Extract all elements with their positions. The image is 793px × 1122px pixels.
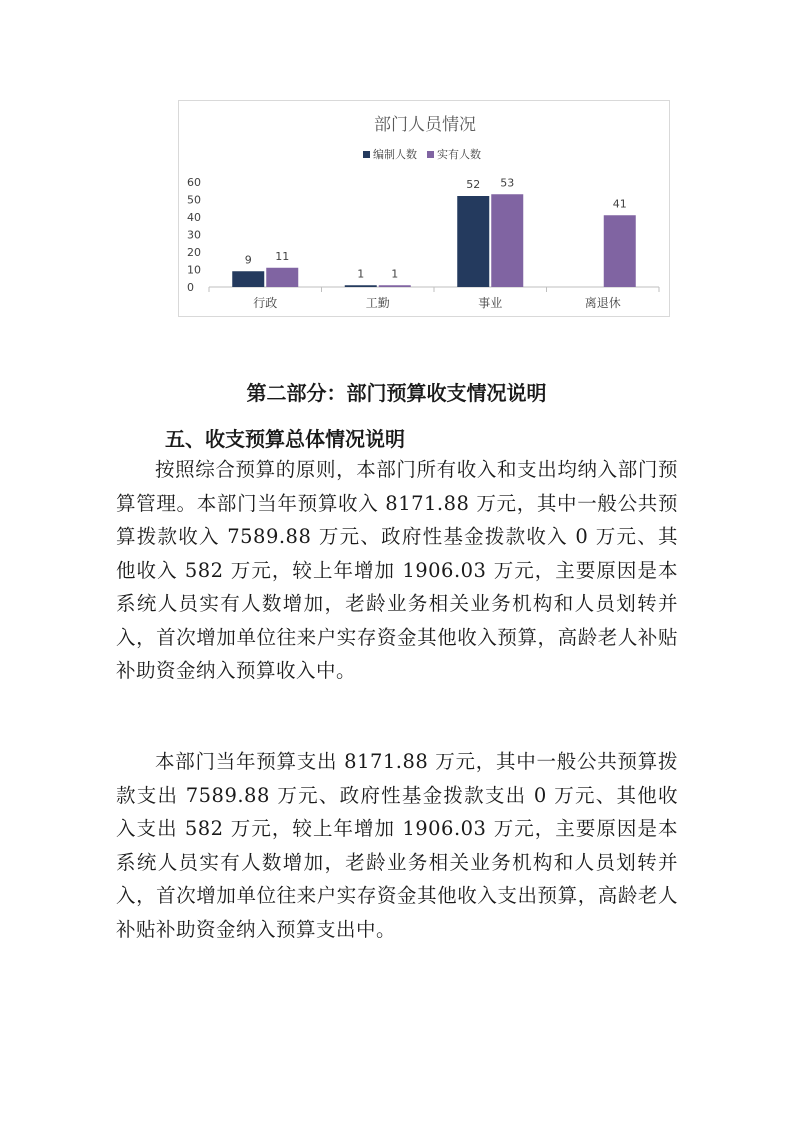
y-tick-label-6: 60 (187, 176, 201, 189)
bar-1-1 (345, 285, 377, 287)
y-tick-label-2: 20 (187, 246, 201, 259)
x-category-label-2: 事业 (478, 296, 503, 310)
legend-swatch-series-2 (427, 151, 434, 158)
paragraph-expenditure: 本部门当年预算支出 8171.88 万元，其中一般公共预算拨款支出 7589.88 万元、政府性基金拨款支出 0 万元、其他收入支出 582 万元，较上年增加 1906.03 万元，主要原因是本系统人员实有人数增加，老龄业务相关业务机构和人员划转并入，首次增加单位往来户实存资金其他收入支出预算，高龄老人补贴补助资金纳入预算支出中。 (116, 750, 678, 941)
y-tick-label-3: 30 (187, 228, 201, 242)
y-tick-label-5: 50 (187, 193, 201, 207)
x-category-label-3: 离退休 (584, 296, 621, 310)
paragraph-revenue: 按照综合预算的原则，本部门所有收入和支出均纳入部门预算管理。本部门当年预算收入 8171.88 万元，其中一般公共预算拨款收入 7589.88 万元、政府性基金拨款收入 0 万元、其他收入 582 万元，较上年增加 1906.03 万元，主要原因是本系统人员实有人数增加，老龄业务相关业务机构和人员划转并入，首次增加单位往来户实存资金其他收入预算，高龄老人补贴补助资金纳入预算收入中。 (116, 458, 678, 682)
y-tick-label-0: 0 (187, 281, 194, 294)
bar-1-2 (457, 196, 489, 287)
data-label-2-1: 1 (391, 267, 399, 281)
sub-heading: 五、收支预算总体情况说明 (165, 427, 405, 451)
chart-legend (363, 147, 481, 161)
legend-swatch-series-1 (363, 151, 370, 158)
data-label-1-2: 52 (466, 178, 481, 191)
x-category-label-1: 工勤 (365, 296, 390, 310)
chart-title: 部门人员情况 (374, 115, 476, 135)
data-label-1-1: 1 (357, 267, 365, 281)
bar-2-3 (604, 215, 636, 287)
bar-2-0 (266, 268, 298, 287)
data-label-1-0: 9 (244, 253, 252, 267)
legend-label-series-2: 实有人数 (437, 148, 481, 161)
bar-2-1 (379, 285, 411, 287)
staff-chart (178, 100, 670, 317)
chart-canvas (179, 101, 671, 318)
chart-marks (187, 176, 659, 310)
section-heading: 第二部分：部门预算收支情况说明 (246, 381, 547, 405)
data-label-2-3: 41 (612, 197, 627, 211)
data-label-2-0: 11 (275, 249, 290, 263)
x-category-label-0: 行政 (253, 296, 278, 310)
data-label-2-2: 53 (500, 176, 515, 190)
bar-2-2 (491, 194, 523, 287)
legend-label-series-1: 编制人数 (373, 148, 417, 161)
y-tick-label-4: 40 (187, 211, 201, 224)
y-tick-label-1: 10 (187, 263, 201, 277)
bar-1-0 (232, 271, 264, 287)
